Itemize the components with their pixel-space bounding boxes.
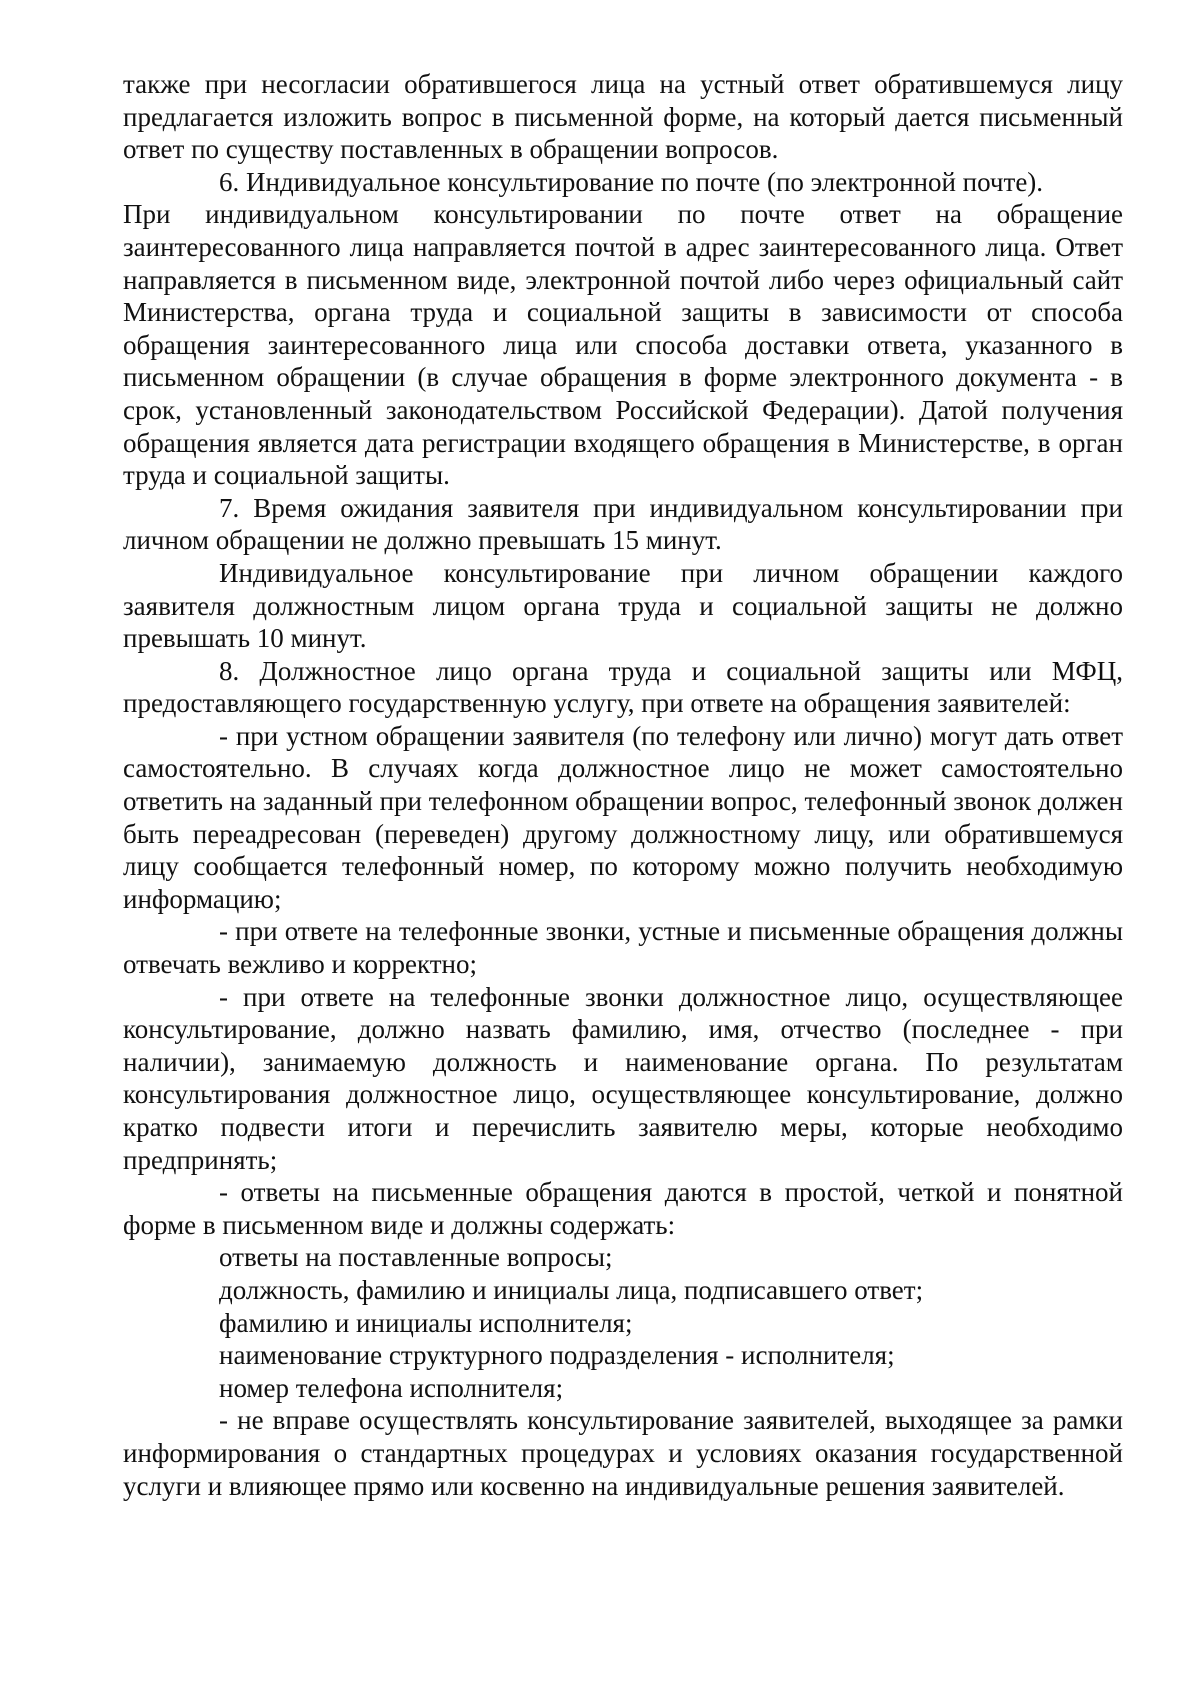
sub-item-signer: должность, фамилию и инициалы лица, подписавшего ответ; [219, 1274, 924, 1305]
bullet-written-answers: - ответы на письменные обращения даются в простой, четкой и понятной форме в письменном виде и должны содержать: [123, 1177, 1123, 1240]
paragraph-item-7-cont: Индивидуальное консультирование при личном обращении каждого заявителя должностным лицом органа труда и социальной защиты не должно превышать 10 минут. [123, 557, 1123, 654]
paragraph-item-6-body: При индивидуальном консультировании по почте ответ на обращение заинтересованного лица направляется почтой в адрес заинтересованного лица. Ответ направляется в письменном виде, электронной почтой либо через официальный сайт Министерства, органа труда и социальной защиты в зависимости от способа обращения заинтересованного лица или способа доставки ответа, указанного в письменном обращении (в случае обращения в форме электронного документа - в срок, установленный законодательством Российской Федерации). Датой получения обращения является дата регистрации входящего обращения в Министерстве, в орган труда и социальной защиты. [123, 199, 1123, 491]
paragraph-item-6-heading: 6. Индивидуальное консультирование по почте (по электронной почте). [219, 166, 1044, 197]
paragraph-item-8: 8. Должностное лицо органа труда и социальной защиты или МФЦ, предоставляющего государственную услугу, при ответе на обращения заявителей: [123, 655, 1123, 719]
sub-item-answers: ответы на поставленные вопросы; [219, 1242, 613, 1273]
bullet-no-extra-consulting: - не вправе осуществлять консультирование заявителей, выходящее за рамки информирования о стандартных процедурах и условиях оказания государственной услуги и влияющее прямо или косвенно на индивидуальные решения заявителей. [123, 1405, 1123, 1501]
sub-item-executor: фамилию и инициалы исполнителя; [219, 1307, 633, 1338]
sub-item-department: наименование структурного подразделения - исполнителя; [219, 1340, 895, 1371]
paragraph-item-7: 7. Время ожидания заявителя при индивидуальном консультировании при личном обращении не должно превышать 15 минут. [123, 492, 1123, 556]
bullet-phone-answer: - при ответе на телефонные звонки должностное лицо, осуществляющее консультирование, должно назвать фамилию, имя, отчество (последнее - при наличии), занимаемую должность и наименование органа. По результатам консультирования должностное лицо, осуществляющее консультирование, должно кратко подвести итоги и перечислить заявителю меры, которые необходимо предпринять; [123, 981, 1123, 1175]
bullet-oral-request: - при устном обращении заявителя (по телефону или лично) могут дать ответ самостоятельно. В случаях когда должностное лицо не может самостоятельно ответить на заданный при телефонном обращении вопрос, телефонный звонок должен быть переадресован (переведен) другому должностному лицу, или обратившемуся лицу сообщается телефонный номер, по которому можно получить необходимую информацию; [123, 720, 1123, 914]
document-page [123, 68, 1123, 1502]
bullet-politeness: - при ответе на телефонные звонки, устные и письменные обращения должны отвечать вежливо и корректно; [123, 916, 1123, 980]
paragraph-continuation: также при несогласии обратившегося лица на устный ответ обратившемуся лицу предлагается изложить вопрос в письменной форме, на который дается письменный ответ по существу поставленных в обращении вопросов. [123, 69, 1123, 165]
sub-item-phone: номер телефона исполнителя; [219, 1372, 564, 1403]
